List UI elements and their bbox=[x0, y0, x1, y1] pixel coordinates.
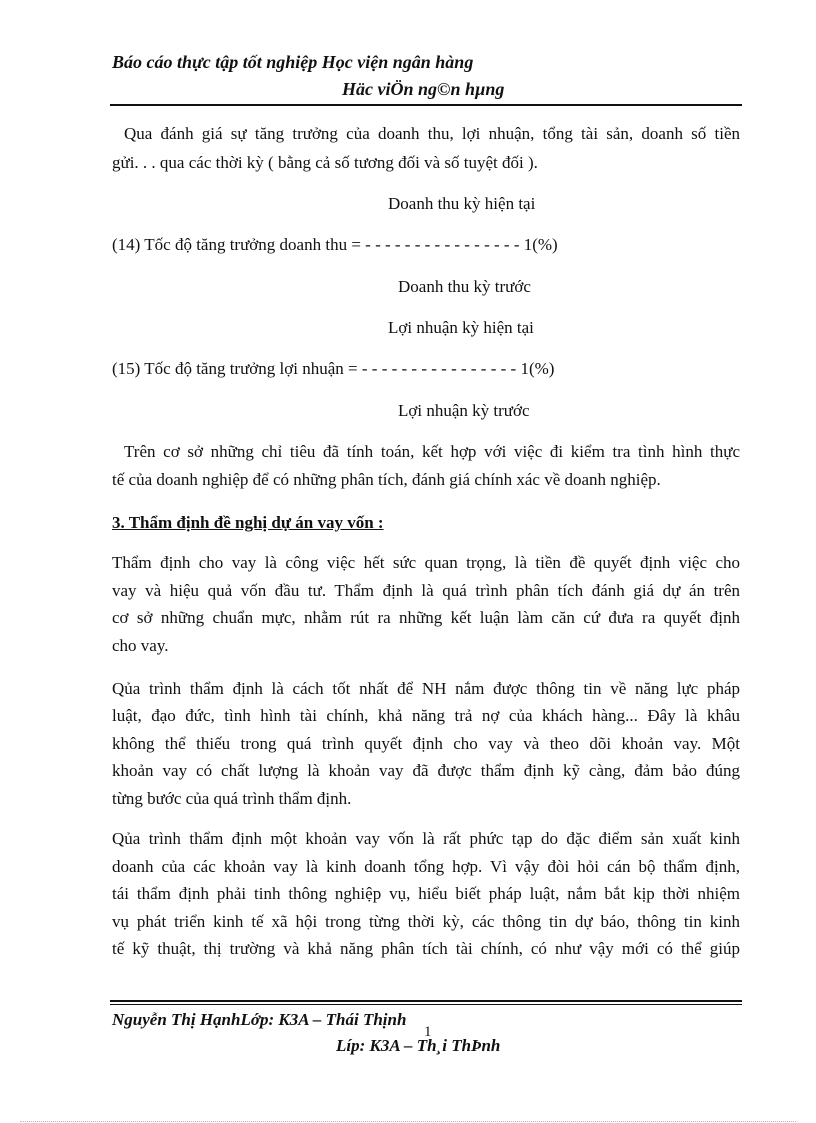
p3-line: tế kỹ thuật, thị trường và khả năng phân tích tài chính, có như vậy mới có thể giúp bbox=[112, 939, 740, 958]
p3-line: doanh của các khoản vay là kinh doanh tổng hợp. Vì vậy đòi hỏi cán bộ thẩm định, bbox=[112, 857, 740, 876]
p3-line: Qủa trình thẩm định một khoản vay vốn là rất phức tạp do đặc điểm sản xuất kinh bbox=[112, 829, 740, 848]
header-garbled-title: Häc viÖn ng©n hµng bbox=[342, 79, 505, 99]
formula14-denominator: Doanh thu kỳ trước bbox=[398, 277, 531, 296]
footer-rule-thin bbox=[110, 1004, 742, 1005]
formula14-numerator: Doanh thu kỳ hiện tại bbox=[388, 194, 536, 213]
p1-line: cho vay. bbox=[112, 636, 169, 655]
p1-line: vay và hiệu quả vốn đầu tư. Thẩm định là quá trình phân tích đánh giá dự án trên bbox=[112, 581, 740, 600]
header-title: Báo cáo thực tập tốt nghiệp Học viện ngân hàng bbox=[112, 52, 474, 72]
basis-line-1: Trên cơ sở những chỉ tiêu đã tính toán, kết hợp với việc đi kiểm tra tình hình thực bbox=[124, 442, 740, 461]
p2-line: luật, đạo đức, tình hình tài chính, khả năng trả nợ của khách hàng... Đây là khâu bbox=[112, 706, 740, 725]
page-edge-dotted-line bbox=[20, 1121, 796, 1122]
basis-line-2: tế của doanh nghiệp để có những phân tích, đánh giá chính xác về doanh nghiệp. bbox=[112, 470, 661, 489]
footer-rule-thick bbox=[110, 1000, 742, 1002]
footer-garbled: Líp: K3A – Th¸i ThÞnh bbox=[336, 1036, 501, 1055]
p1-line: Thẩm định cho vay là công việc hết sức quan trọng, là tiền đề quyết định việc cho bbox=[112, 553, 740, 572]
formula14-label: (14) Tốc độ tăng trưởng doanh thu = - - - - - - - - - - - - - - - - 1(%) bbox=[112, 235, 558, 254]
intro-line-1: Qua đánh giá sự tăng trưởng của doanh thu, lợi nhuận, tổng tài sản, doanh số tiền bbox=[124, 124, 740, 143]
p2-line: không thể thiếu trong quá trình quyết định cho vay và theo dõi khoản vay. Một bbox=[112, 734, 740, 753]
p1-line: cơ sở những chuẩn mực, nhằm rút ra những kết luận làm căn cứ đưa ra quyết định bbox=[112, 608, 740, 627]
p3-line: vụ phát triển kinh tế xã hội trong từng thời kỳ, các thông tin dự báo, thông tin kinh bbox=[112, 912, 740, 931]
p2-line: từng bước của quá trình thẩm định. bbox=[112, 789, 352, 808]
header-rule bbox=[110, 104, 742, 106]
p3-line: tái thẩm định phải tinh thông nghiệp vụ, hiểu biết pháp luật, nắm bắt kịp thời nhiệm bbox=[112, 884, 740, 903]
p2-line: khoản vay có chất lượng là khoản vay đã được thẩm định kỹ càng, đảm bảo đúng bbox=[112, 761, 740, 780]
p2-line: Qủa trình thẩm định là cách tốt nhất để NH nắm được thông tin về năng lực pháp bbox=[112, 679, 740, 698]
page-number: 1 bbox=[424, 1024, 432, 1040]
section-heading: 3. Thẩm định đề nghị dự án vay vốn : bbox=[112, 513, 384, 532]
formula15-denominator: Lợi nhuận kỳ trước bbox=[398, 401, 530, 420]
footer-author: Nguyễn Thị HạnhLớp: K3A – Thái Thịnh bbox=[112, 1010, 407, 1029]
formula15-label: (15) Tốc độ tăng trưởng lợi nhuận = - - - - - - - - - - - - - - - - 1(%) bbox=[112, 359, 555, 378]
intro-line-2: gửi. . . qua các thời kỳ ( bằng cả số tương đối và số tuyệt đối ). bbox=[112, 153, 538, 172]
formula15-numerator: Lợi nhuận kỳ hiện tại bbox=[388, 318, 534, 337]
